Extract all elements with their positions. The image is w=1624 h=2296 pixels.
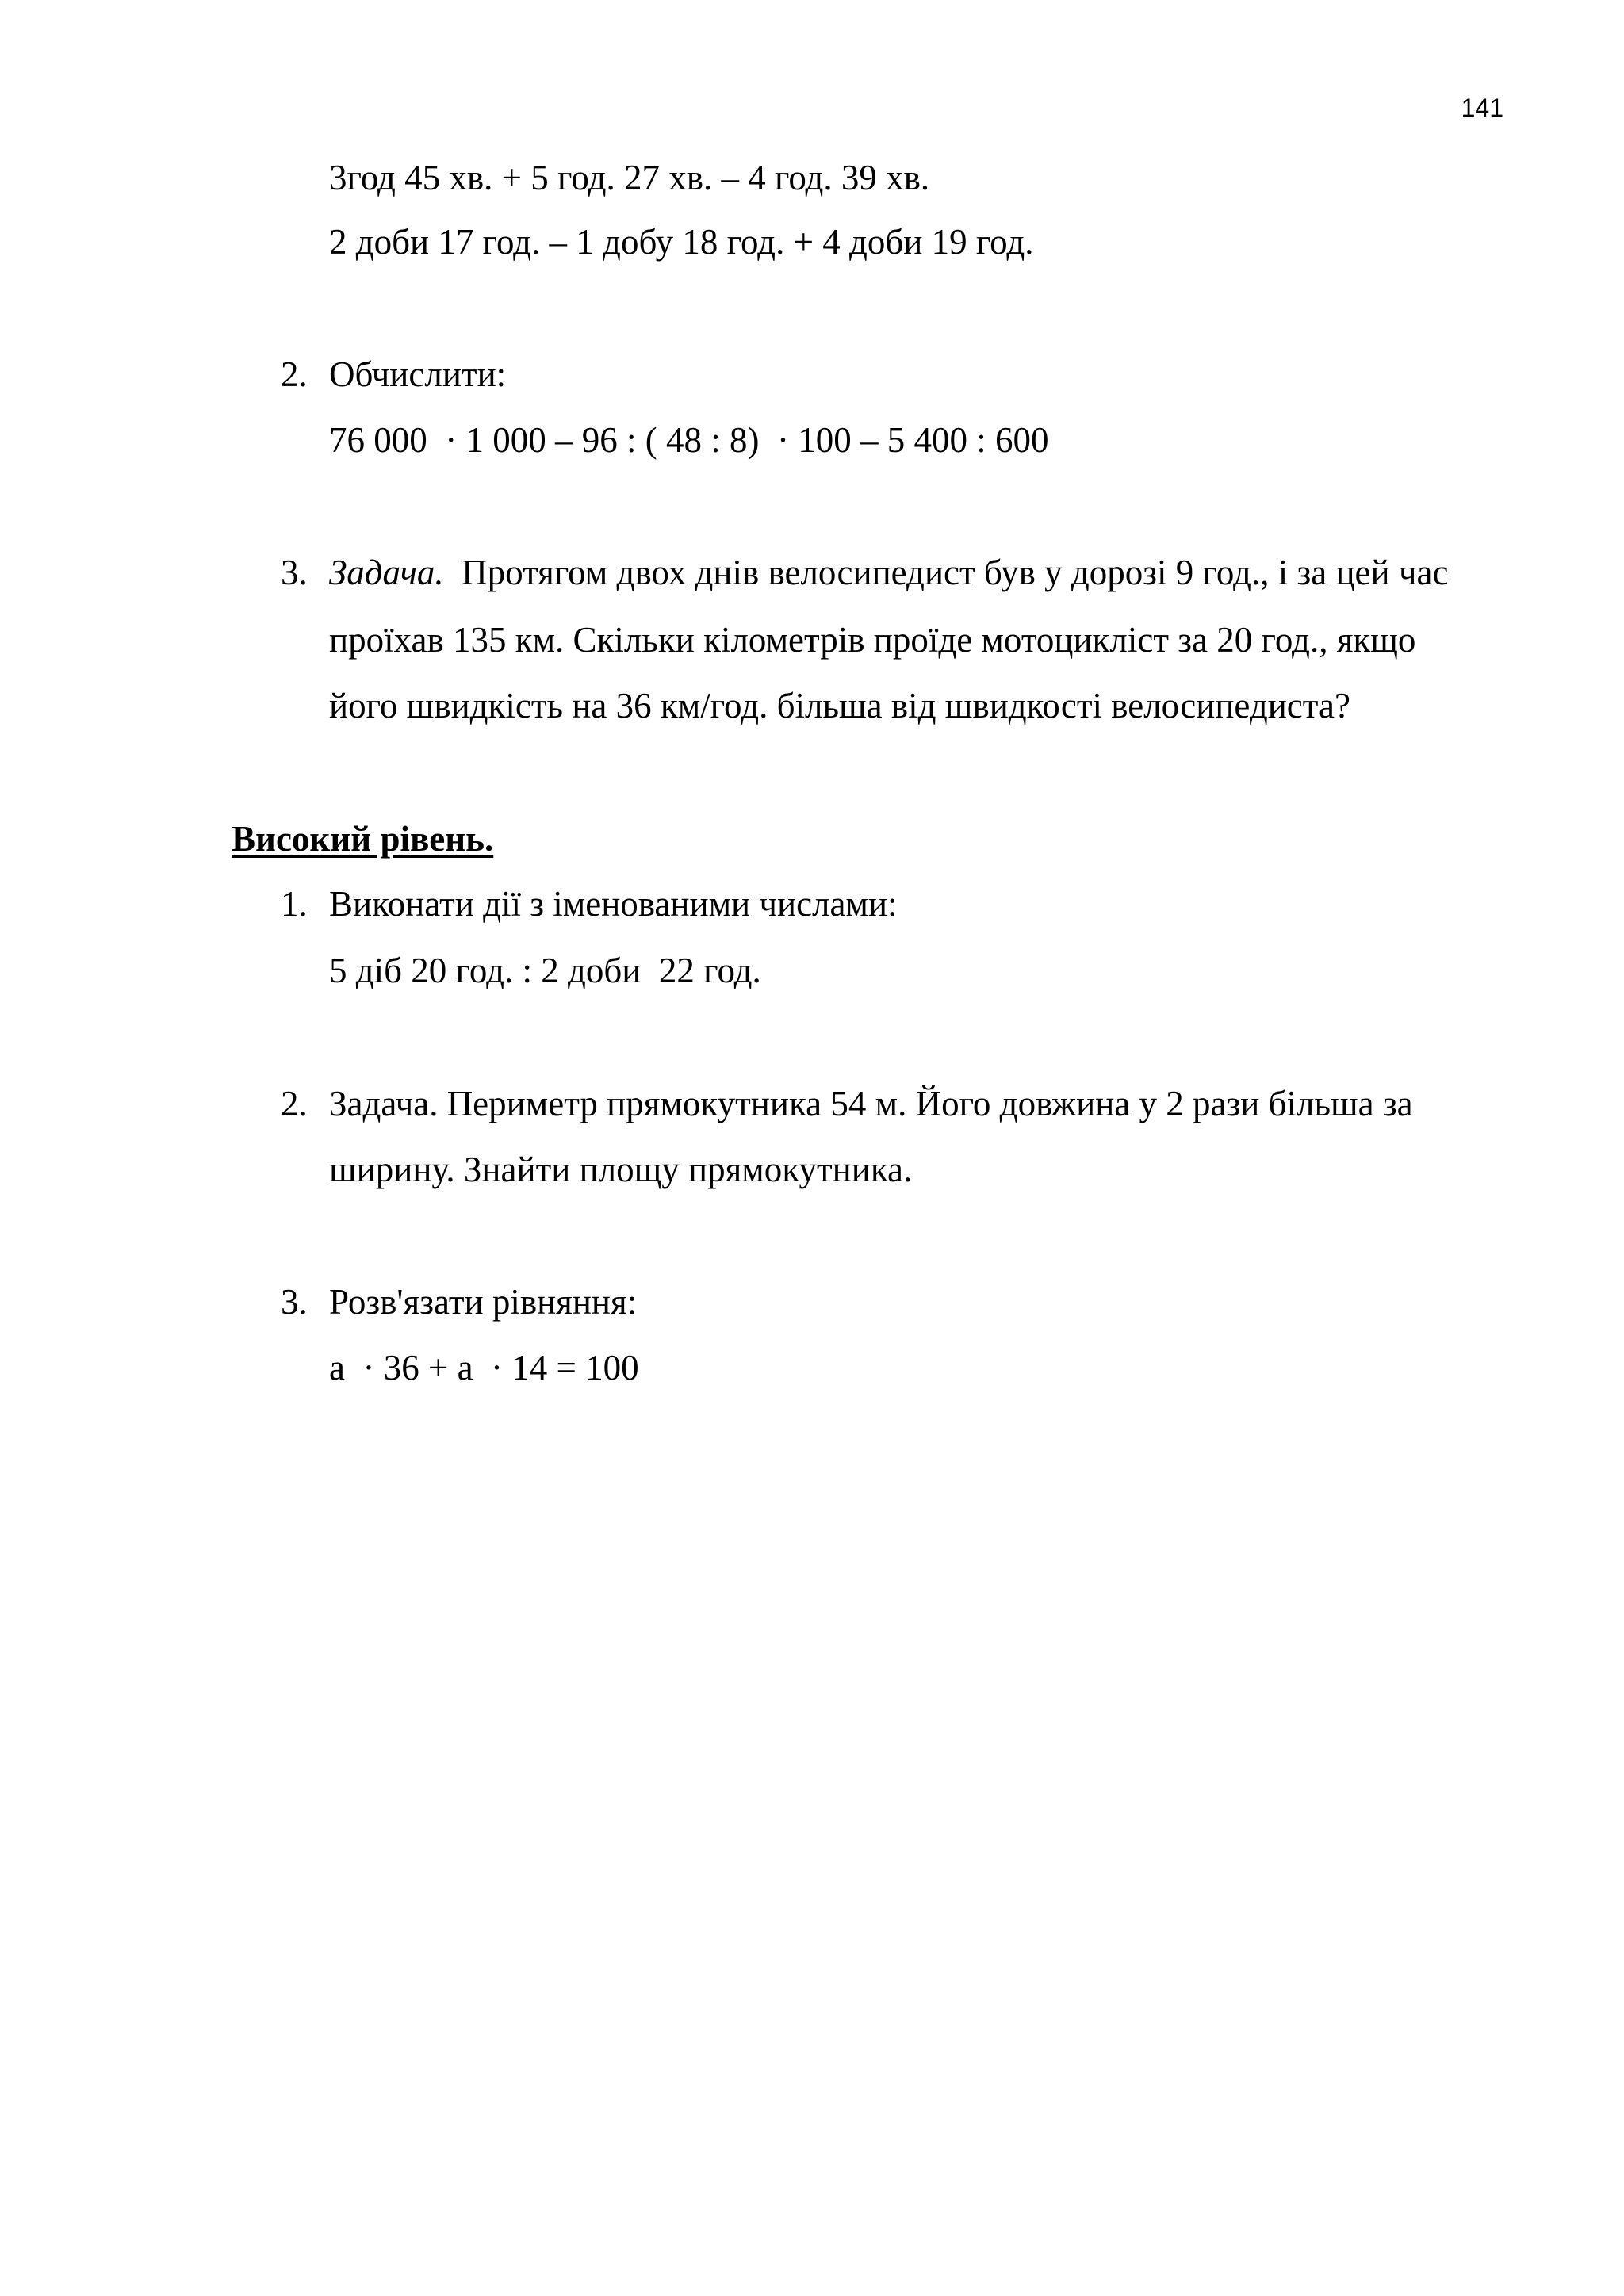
high-task-1-label: Виконати дії з іменованими числами: — [329, 884, 898, 924]
high-task-2-line-1: Задача. Периметр прямокутника 54 м. Його довжина у 2 рази більша за — [329, 1084, 1413, 1123]
task-2-expression: 76 000 · 1 000 – 96 : ( 48 : 8) · 100 – 5 400 : 600 — [329, 420, 1049, 460]
high-task-2-line-2: ширину. Знайти площу прямокутника. — [329, 1150, 913, 1189]
task-3-italic-label: Задача. — [329, 553, 444, 592]
high-task-3-label: Розв'язати рівняння: — [329, 1282, 638, 1322]
high-level-heading: Високий рівень. — [232, 819, 494, 859]
task-3-line-2: проїхав 135 км. Скільки кілометрів проїде мотоцикліст за 20 год., якщо — [329, 620, 1416, 660]
high-task-3-number: 3. — [281, 1282, 308, 1322]
task-3-line-3: його швидкість на 36 км/год. більша від швидкості велосипедиста? — [329, 686, 1350, 725]
high-task-2-number: 2. — [281, 1084, 308, 1123]
high-task-1-expression: 5 діб 20 год. : 2 доби 22 год. — [329, 951, 761, 990]
task-2-label: Обчислити: — [329, 354, 507, 394]
high-task-1-number: 1. — [281, 884, 308, 924]
task-3-number: 3. — [281, 553, 308, 592]
task-3-line-1-text: Протягом двох днів велосипедист був у дорозі 9 год., і за цей час — [443, 553, 1449, 592]
expression-time-1: 3год 45 хв. + 5 год. 27 хв. – 4 год. 39 хв. — [329, 158, 930, 197]
high-task-3-equation: а · 36 + а · 14 = 100 — [329, 1348, 639, 1387]
task-3-line-1 — [329, 555, 1448, 591]
expression-time-2: 2 доби 17 год. – 1 добу 18 год. + 4 доби 19 год. — [329, 222, 1034, 262]
page-number: 141 — [1461, 94, 1503, 122]
task-2-number: 2. — [281, 354, 308, 394]
